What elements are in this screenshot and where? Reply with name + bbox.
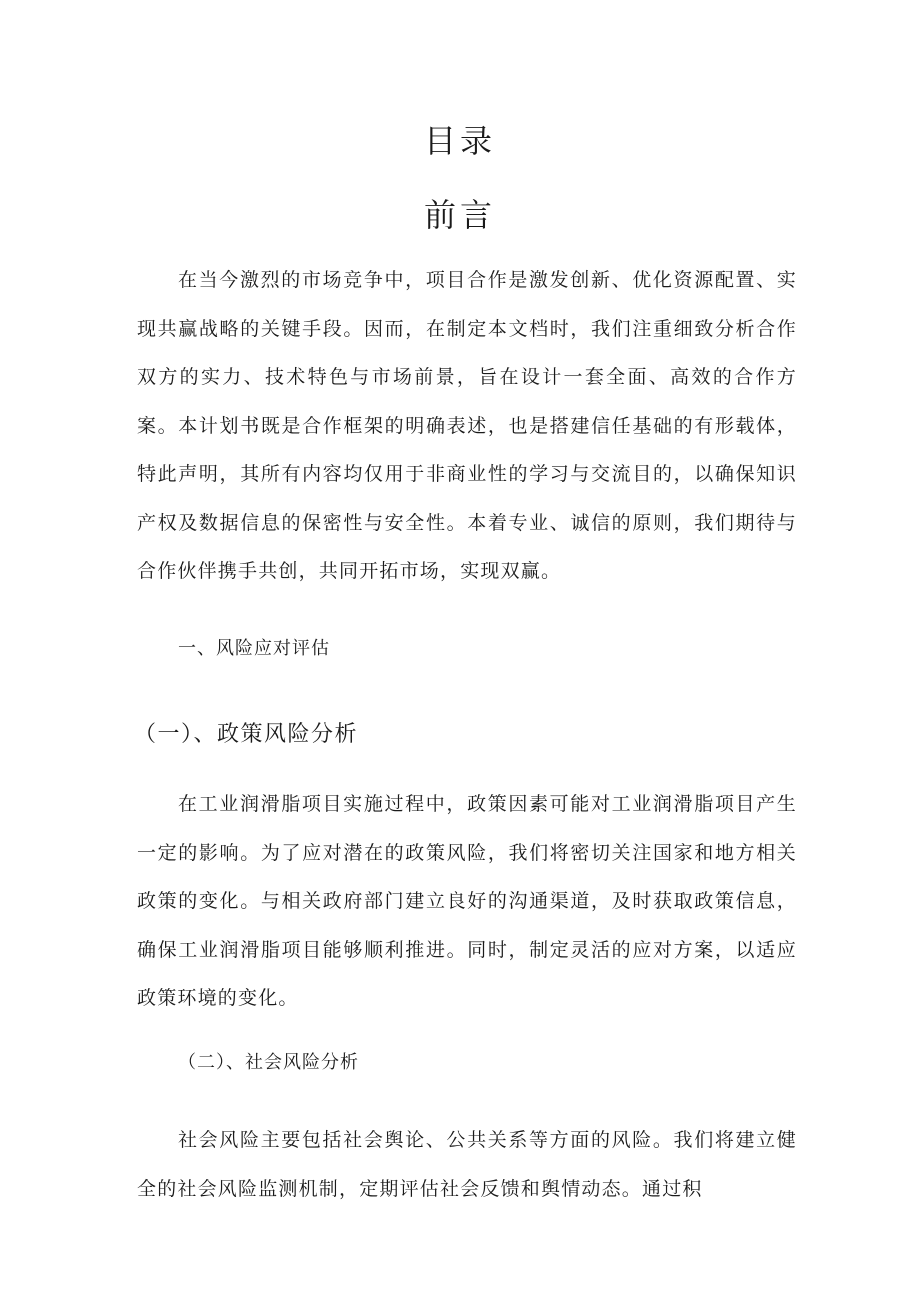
subsection-heading-policy-risk: （一）、政策风险分析	[134, 722, 359, 747]
section-heading-risk-assessment: 一、风险应对评估	[178, 638, 330, 659]
preface-title: 前言	[423, 196, 496, 234]
social-risk-paragraph: 社会风险主要包括社会舆论、公共关系等方面的风险。我们将建立健全的社会风险监测机制，定期评估社会反馈和舆情动态。通过积	[137, 1129, 797, 1200]
subsection-heading-social-risk: （二）、社会风险分析	[178, 1052, 359, 1073]
toc-title: 目录	[423, 122, 496, 160]
policy-risk-paragraph: 在工业润滑脂项目实施过程中，政策因素可能对工业润滑脂项目产生一定的影响。为了应对潜在的政策风险，我们将密切关注国家和地方相关政策的变化。与相关政府部门建立良好的沟通渠道，及时获取政策信息，确保工业润滑脂项目能够顺利推进。同时，制定灵活的应对方案，以适应政策环境的变化。	[137, 793, 797, 1009]
preface-paragraph: 在当今激烈的市场竞争中，项目合作是激发创新、优化资源配置、实现共赢战略的关键手段。因而，在制定本文档时，我们注重细致分析合作双方的实力、技术特色与市场前景，旨在设计一套全面、高效的合作方案。本计划书既是合作框架的明确表述，也是搭建信任基础的有形载体，特此声明，其所有内容均仅用于非商业性的学习与交流目的，以确保知识产权及数据信息的保密性与安全性。本着专业、诚信的原则，我们期待与合作伙伴携手共创，共同开拓市场，实现双赢。	[137, 269, 797, 582]
